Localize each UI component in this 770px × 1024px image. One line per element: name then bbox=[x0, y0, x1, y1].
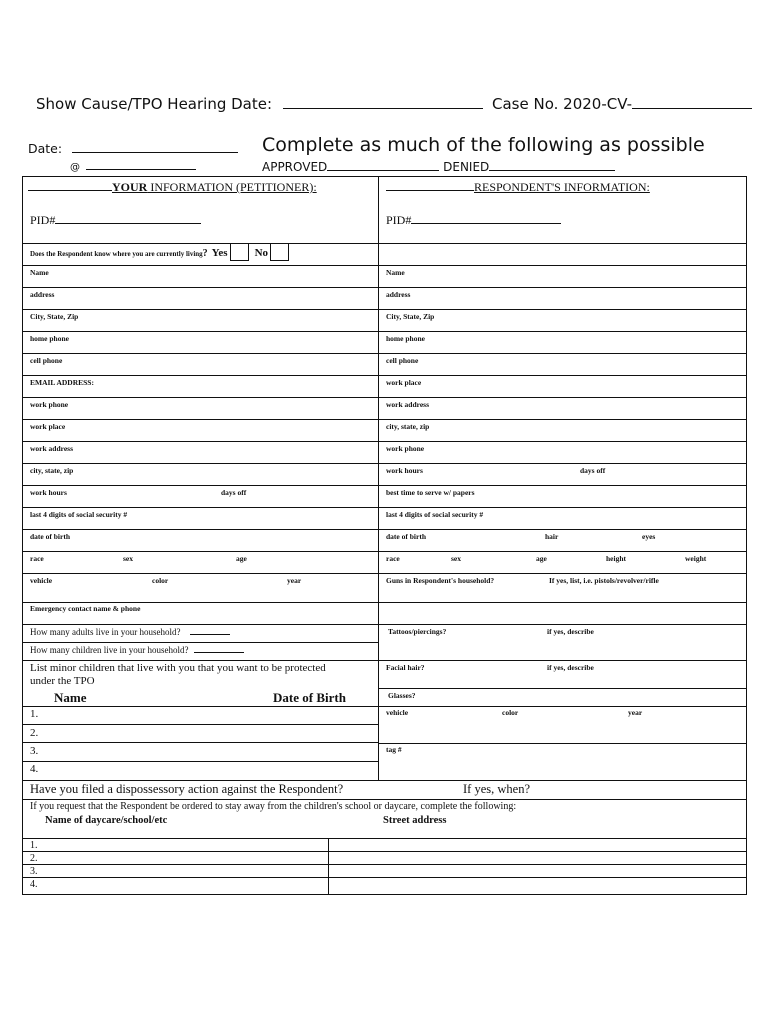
row-line bbox=[22, 441, 747, 442]
petitioner-heading-bold: YOUR bbox=[112, 180, 148, 194]
resp-city-label: City, State, Zip bbox=[386, 312, 435, 321]
respondent-pid-label: PID# bbox=[386, 213, 412, 227]
resp-age-label: age bbox=[536, 554, 547, 563]
approval-line bbox=[262, 160, 615, 174]
row-line bbox=[22, 551, 747, 552]
resp-days-off-label: days off bbox=[580, 466, 606, 475]
children-field[interactable] bbox=[194, 652, 244, 653]
resp-sex-label: sex bbox=[451, 554, 461, 563]
no-checkbox[interactable] bbox=[270, 243, 289, 261]
column-divider bbox=[378, 176, 379, 781]
row-line bbox=[22, 877, 747, 878]
row-line bbox=[22, 838, 747, 839]
pet-work-phone-label: work phone bbox=[30, 400, 69, 409]
dispossessory-question: Have you filed a dispossessory action against the Respondent? bbox=[30, 782, 344, 796]
minors-dob-header: Date of Birth bbox=[273, 690, 346, 705]
row-line bbox=[378, 743, 747, 744]
row-line bbox=[22, 799, 747, 800]
pet-age-label: age bbox=[236, 554, 247, 563]
approved-field[interactable] bbox=[327, 170, 439, 171]
respondent-pid-field[interactable] bbox=[411, 223, 561, 224]
resp-year-label: year bbox=[628, 708, 643, 717]
petitioner-heading-rest: INFORMATION (PETITIONER): bbox=[147, 180, 317, 194]
resp-tattoos-describe-label: if yes, describe bbox=[547, 627, 594, 636]
row-line bbox=[22, 397, 747, 398]
row-line bbox=[22, 507, 747, 508]
date-label: Date: bbox=[28, 141, 63, 156]
pet-work-address-label: work address bbox=[30, 444, 73, 453]
hearing-date-field[interactable] bbox=[283, 108, 483, 109]
row-line bbox=[22, 573, 747, 574]
row-line bbox=[22, 742, 378, 743]
school-row-1[interactable]: 1. bbox=[30, 840, 38, 851]
resp-tag-label: tag # bbox=[386, 745, 402, 754]
pet-emergency-label: Emergency contact name & phone bbox=[30, 604, 141, 613]
row-line bbox=[22, 287, 747, 288]
school-name-header: Name of daycare/school/etc bbox=[45, 815, 168, 826]
school-instruction: If you request that the Respondent be ordered to stay away from the children's school or daycare, complete the following: bbox=[30, 801, 517, 812]
pet-email-label: EMAIL ADDRESS: bbox=[30, 378, 94, 387]
resp-tattoos-label: Tattoos/piercings? bbox=[388, 627, 447, 636]
date-line bbox=[28, 141, 238, 156]
minor-row-2[interactable]: 2. bbox=[30, 727, 39, 739]
yes-label: Yes bbox=[211, 247, 228, 259]
resp-vehicle-label: vehicle bbox=[386, 708, 409, 717]
at-field[interactable] bbox=[86, 169, 196, 170]
school-row-3[interactable]: 3. bbox=[30, 866, 38, 877]
school-row-2[interactable]: 2. bbox=[30, 853, 38, 864]
row-line bbox=[22, 309, 747, 310]
resp-height-label: height bbox=[606, 554, 627, 563]
adults-field[interactable] bbox=[190, 634, 230, 635]
row-line bbox=[22, 529, 747, 530]
resp-race-label: race bbox=[386, 554, 400, 563]
pet-vehicle-label: vehicle bbox=[30, 576, 53, 585]
pet-name-label: Name bbox=[30, 268, 49, 277]
date-field[interactable] bbox=[72, 152, 238, 153]
hearing-date-label: Show Cause/TPO Hearing Date: bbox=[36, 95, 273, 113]
case-number-label: Case No. 2020-CV- bbox=[492, 95, 633, 113]
row-line bbox=[378, 688, 747, 689]
row-line bbox=[22, 419, 747, 420]
respondent-heading-text: RESPONDENT'S INFORMATION: bbox=[474, 180, 650, 194]
row-line bbox=[22, 761, 378, 762]
children-question bbox=[30, 645, 244, 655]
pet-race-label: race bbox=[30, 554, 44, 563]
adults-text: How many adults live in your household? bbox=[30, 627, 181, 637]
pet-work-hours-label: work hours bbox=[30, 488, 67, 497]
row-line bbox=[22, 485, 747, 486]
resp-ssn-label: last 4 digits of social security # bbox=[386, 510, 484, 519]
children-text: How many children live in your household? bbox=[30, 645, 189, 655]
resp-work-place-label: work place bbox=[386, 378, 422, 387]
resp-work-address-label: work address bbox=[386, 400, 429, 409]
resp-name-label: Name bbox=[386, 268, 405, 277]
resp-facial-describe-label: if yes, describe bbox=[547, 663, 594, 672]
case-number-field[interactable] bbox=[632, 108, 752, 109]
row-line bbox=[22, 463, 747, 464]
instruction-title: Complete as much of the following as possible bbox=[262, 134, 705, 156]
school-address-header: Street address bbox=[383, 815, 447, 826]
pet-address-label: address bbox=[30, 290, 55, 299]
dispossessory-when: If yes, when? bbox=[463, 782, 530, 796]
petitioner-heading bbox=[28, 180, 317, 195]
pet-ssn-label: last 4 digits of social security # bbox=[30, 510, 128, 519]
row-line bbox=[378, 706, 747, 707]
pet-cell-phone-label: cell phone bbox=[30, 356, 63, 365]
resp-weight-label: weight bbox=[685, 554, 707, 563]
resp-hair-label: hair bbox=[545, 532, 559, 541]
row-line bbox=[22, 353, 747, 354]
at-label: @ bbox=[70, 162, 80, 173]
resp-facial-hair-label: Facial hair? bbox=[386, 663, 425, 672]
resp-dob-label: date of birth bbox=[386, 532, 426, 541]
petitioner-pid-label: PID# bbox=[30, 213, 56, 227]
pet-sex-label: sex bbox=[123, 554, 133, 563]
minors-prompt bbox=[30, 662, 326, 688]
resp-work-phone-label: work phone bbox=[386, 444, 425, 453]
pet-year-label: year bbox=[287, 576, 302, 585]
resp-serve-time-label: best time to serve w/ papers bbox=[386, 488, 475, 497]
hearing-date-line bbox=[36, 95, 483, 113]
minor-row-4[interactable]: 4. bbox=[30, 763, 39, 775]
pet-city-label: City, State, Zip bbox=[30, 312, 79, 321]
respondent-heading bbox=[386, 180, 650, 195]
know-where-question: Does the Respondent know where you are currently living? Yes No bbox=[30, 243, 289, 261]
resp-eyes-label: eyes bbox=[642, 532, 656, 541]
row-line bbox=[22, 265, 747, 266]
pet-work-city-label: city, state, zip bbox=[30, 466, 74, 475]
row-line bbox=[22, 724, 378, 725]
resp-guns-label: Guns in Respondent's household? bbox=[386, 576, 495, 585]
resp-cell-phone-label: cell phone bbox=[386, 356, 419, 365]
know-where-text: Does the Respondent know where you are currently living bbox=[30, 250, 203, 258]
at-line bbox=[70, 162, 196, 173]
pet-color-label: color bbox=[152, 576, 169, 585]
row-line bbox=[22, 642, 378, 643]
minors-prompt-line1: List minor children that live with you that you want to be protected bbox=[30, 662, 326, 674]
pet-days-off-label: days off bbox=[221, 488, 247, 497]
pet-home-phone-label: home phone bbox=[30, 334, 69, 343]
row-line bbox=[22, 375, 747, 376]
row-line bbox=[22, 660, 378, 661]
row-line bbox=[22, 864, 747, 865]
row-line bbox=[22, 706, 378, 707]
row-line bbox=[378, 660, 747, 661]
school-row-4[interactable]: 4. bbox=[30, 879, 38, 890]
yes-checkbox[interactable] bbox=[230, 243, 249, 261]
minor-row-1[interactable]: 1. bbox=[30, 708, 39, 720]
minor-row-3[interactable]: 3. bbox=[30, 745, 39, 757]
minors-name-header: Name bbox=[54, 690, 87, 705]
resp-glasses-label: Glasses? bbox=[388, 691, 416, 700]
row-line bbox=[22, 851, 747, 852]
row-line bbox=[22, 780, 747, 781]
petitioner-pid-field[interactable] bbox=[55, 223, 201, 224]
resp-home-phone-label: home phone bbox=[386, 334, 425, 343]
resp-address-label: address bbox=[386, 290, 411, 299]
pet-dob-label: date of birth bbox=[30, 532, 70, 541]
case-number-line bbox=[492, 95, 752, 113]
petitioner-pid bbox=[30, 213, 201, 228]
approved-label: APPROVED bbox=[262, 160, 328, 174]
resp-color-label: color bbox=[502, 708, 519, 717]
denied-label: DENIED bbox=[443, 160, 490, 174]
adults-question bbox=[30, 627, 230, 637]
pet-work-place-label: work place bbox=[30, 422, 66, 431]
resp-work-hours-label: work hours bbox=[386, 466, 423, 475]
row-line bbox=[22, 602, 747, 603]
minors-prompt-line2: under the TPO bbox=[30, 675, 95, 687]
denied-field[interactable] bbox=[489, 170, 615, 171]
resp-guns-list-label: If yes, list, i.e. pistols/revolver/rifle bbox=[549, 576, 659, 585]
resp-work-city-label: city, state, zip bbox=[386, 422, 430, 431]
no-label: No bbox=[254, 247, 269, 259]
row-line bbox=[22, 624, 747, 625]
school-column-divider bbox=[328, 838, 329, 895]
row-line bbox=[22, 331, 747, 332]
respondent-pid bbox=[386, 213, 561, 228]
